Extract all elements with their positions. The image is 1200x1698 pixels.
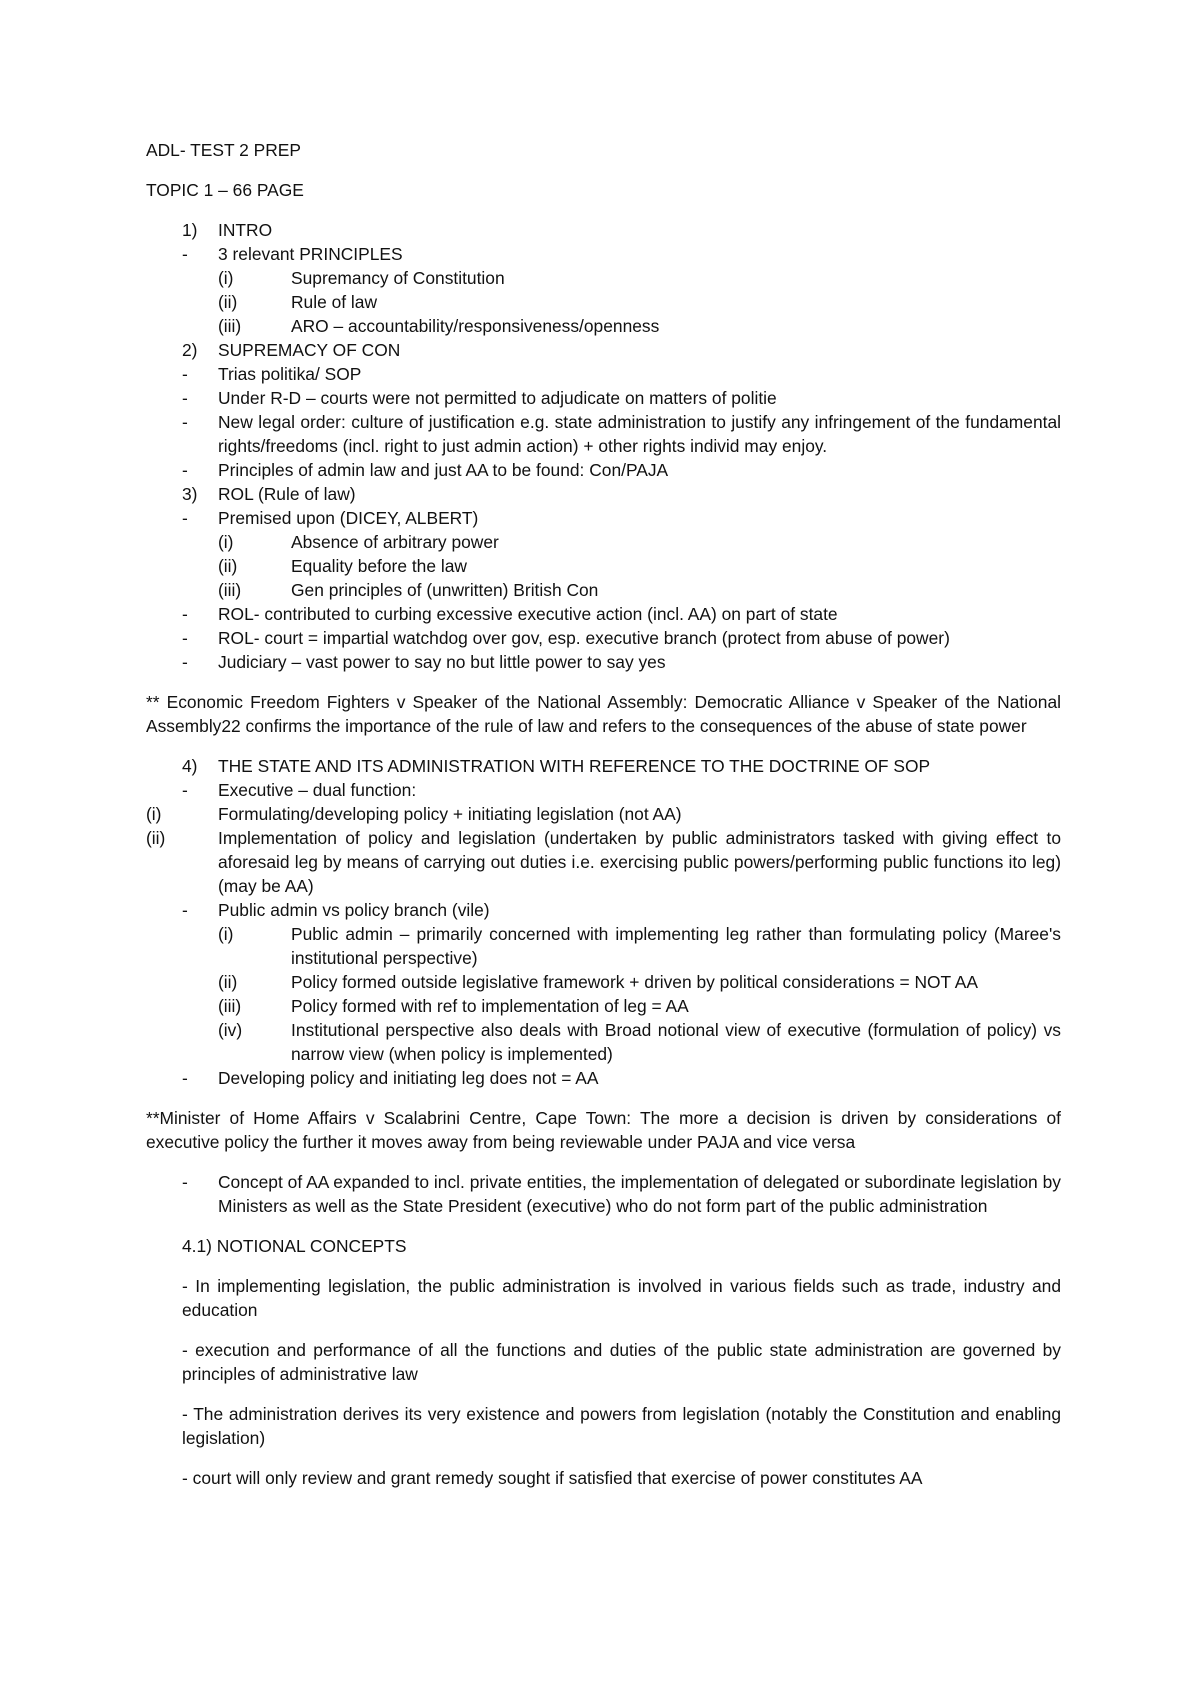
section-heading-text: SUPREMACY OF CON — [218, 340, 401, 360]
list-item-text: Gen principles of (unwritten) British Con — [291, 580, 599, 600]
list-item-text: ROL- contributed to curbing excessive executive action (incl. AA) on part of state — [218, 604, 838, 624]
dash-marker: - — [182, 1172, 188, 1192]
section-heading-text: INTRO — [218, 220, 273, 240]
roman-marker: (ii) — [146, 828, 166, 848]
list-item — [146, 626, 1061, 650]
list-item-text: Rule of law — [291, 292, 378, 312]
paragraph: - The administration derives its very existence and powers from legislation (notably the Constitution and enabling legislation) — [182, 1404, 1061, 1448]
list-item-text: Executive – dual function: — [218, 780, 417, 800]
roman-marker: (i) — [218, 268, 234, 288]
list-item — [146, 1066, 1061, 1090]
dash-marker: - — [182, 364, 188, 384]
roman-marker: (ii) — [218, 972, 238, 992]
paragraph: - In implementing legislation, the public administration is involved in various fields such as trade, industry and education — [182, 1276, 1061, 1320]
list-item — [146, 602, 1061, 626]
dash-marker: - — [182, 628, 188, 648]
paragraph: - execution and performance of all the functions and duties of the public state administration are governed by principles of administrative law — [182, 1340, 1061, 1384]
list-item-text: Public admin – primarily concerned with implementing leg rather than formulating policy (Maree's institutional perspective) — [291, 924, 1061, 968]
section-heading-text: ROL (Rule of law) — [218, 484, 356, 504]
list-item — [146, 530, 1061, 554]
list-item — [146, 898, 1061, 922]
dash-marker: - — [182, 388, 188, 408]
list-item-text: Principles of admin law and just AA to be found: Con/PAJA — [218, 460, 669, 480]
list-item — [146, 242, 1061, 266]
section-heading-text: THE STATE AND ITS ADMINISTRATION WITH REFERENCE TO THE DOCTRINE OF SOP — [218, 756, 931, 776]
dash-marker: - — [182, 780, 188, 800]
list-item — [146, 386, 1061, 410]
list-item-text: Implementation of policy and legislation (undertaken by public administrators tasked with giving effect to aforesaid leg by means of carrying out duties i.e. exercising public powers/performing public functions ito leg) (may be AA) — [218, 828, 1061, 896]
roman-marker: (iii) — [218, 316, 242, 336]
list-item-text: Absence of arbitrary power — [291, 532, 499, 552]
list-marker: 1) — [182, 220, 198, 240]
list-item — [146, 458, 1061, 482]
list-item-text: Public admin vs policy branch (vile) — [218, 900, 490, 920]
dash-marker: - — [182, 1068, 188, 1088]
list-item — [146, 362, 1061, 386]
list-item — [146, 922, 1061, 970]
roman-marker: (iv) — [218, 1020, 243, 1040]
list-item-text: Policy formed with ref to implementation of leg = AA — [291, 996, 689, 1016]
list-item — [146, 554, 1061, 578]
subsection-heading-4-1: 4.1) NOTIONAL CONCEPTS — [182, 1236, 407, 1256]
list-item — [146, 410, 1061, 458]
paragraph: - court will only review and grant remedy sought if satisfied that exercise of power constitutes AA — [182, 1468, 923, 1488]
section-heading-1 — [146, 218, 1061, 242]
list-item — [146, 1170, 1061, 1218]
section-heading-4 — [146, 754, 1061, 778]
list-item — [146, 970, 1061, 994]
list-item-text: Judiciary – vast power to say no but little power to say yes — [218, 652, 666, 672]
list-item-text: Supremancy of Constitution — [291, 268, 505, 288]
list-item-text: 3 relevant PRINCIPLES — [218, 244, 403, 264]
roman-marker: (ii) — [218, 556, 238, 576]
list-item-text: Under R-D – courts were not permitted to adjudicate on matters of politie — [218, 388, 777, 408]
dash-marker: - — [182, 508, 188, 528]
list-item-text: Institutional perspective also deals with Broad notional view of executive (formulation of policy) vs narrow view (when policy is implemented) — [291, 1020, 1061, 1064]
section-heading-2 — [146, 338, 1061, 362]
dash-marker: - — [182, 244, 188, 264]
topic-line: TOPIC 1 – 66 PAGE — [146, 180, 304, 200]
document-page — [146, 138, 1061, 1490]
list-item-text: Equality before the law — [291, 556, 467, 576]
list-item-text: ARO – accountability/responsiveness/openness — [291, 316, 660, 336]
list-item-text: Concept of AA expanded to incl. private entities, the implementation of delegated or subordinate legislation by Ministers as well as the State President (executive) who do not form part of the public administration — [218, 1172, 1061, 1216]
dash-marker: - — [182, 900, 188, 920]
dash-marker: - — [182, 604, 188, 624]
list-item — [146, 578, 1061, 602]
list-item — [146, 290, 1061, 314]
case-note-efff: ** Economic Freedom Fighters v Speaker of the National Assembly: Democratic Alliance v Speaker of the National Assembly22 confirms the importance of the rule of law and refers to the consequences of the abuse of state power — [146, 692, 1061, 736]
roman-marker: (i) — [218, 924, 234, 944]
list-item-text: Developing policy and initiating leg does not = AA — [218, 1068, 599, 1088]
roman-marker: (iii) — [218, 996, 242, 1016]
list-item-text: New legal order: culture of justification e.g. state administration to justify any infringement of the fundamental rights/freedoms (incl. right to just admin action) + other rights individ may enjoy. — [218, 412, 1061, 456]
dash-marker: - — [182, 460, 188, 480]
list-item-text: ROL- court = impartial watchdog over gov, esp. executive branch (protect from abuse of power) — [218, 628, 950, 648]
roman-marker: (i) — [146, 804, 162, 824]
roman-marker: (i) — [218, 532, 234, 552]
doc-title: ADL- TEST 2 PREP — [146, 140, 301, 160]
list-item — [146, 650, 1061, 674]
roman-marker: (iii) — [218, 580, 242, 600]
roman-marker: (ii) — [218, 292, 238, 312]
dash-marker: - — [182, 412, 188, 432]
case-note-scalabrini: **Minister of Home Affairs v Scalabrini Centre, Cape Town: The more a decision is driven by considerations of executive policy the further it moves away from being reviewable under PAJA and vice versa — [146, 1108, 1061, 1152]
list-item — [146, 314, 1061, 338]
list-item — [146, 802, 1061, 826]
list-item — [146, 266, 1061, 290]
list-item-text: Trias politika/ SOP — [218, 364, 362, 384]
list-item — [146, 826, 1061, 898]
list-item-text: Policy formed outside legislative framework + driven by political considerations = NOT AA — [291, 972, 978, 992]
list-item-text: Formulating/developing policy + initiating legislation (not AA) — [218, 804, 682, 824]
list-marker: 2) — [182, 340, 198, 360]
list-item — [146, 506, 1061, 530]
list-item-text: Premised upon (DICEY, ALBERT) — [218, 508, 479, 528]
list-item — [146, 1018, 1061, 1066]
dash-marker: - — [182, 652, 188, 672]
section-heading-3 — [146, 482, 1061, 506]
list-marker: 3) — [182, 484, 198, 504]
list-item — [146, 994, 1061, 1018]
list-marker: 4) — [182, 756, 198, 776]
list-item — [146, 778, 1061, 802]
